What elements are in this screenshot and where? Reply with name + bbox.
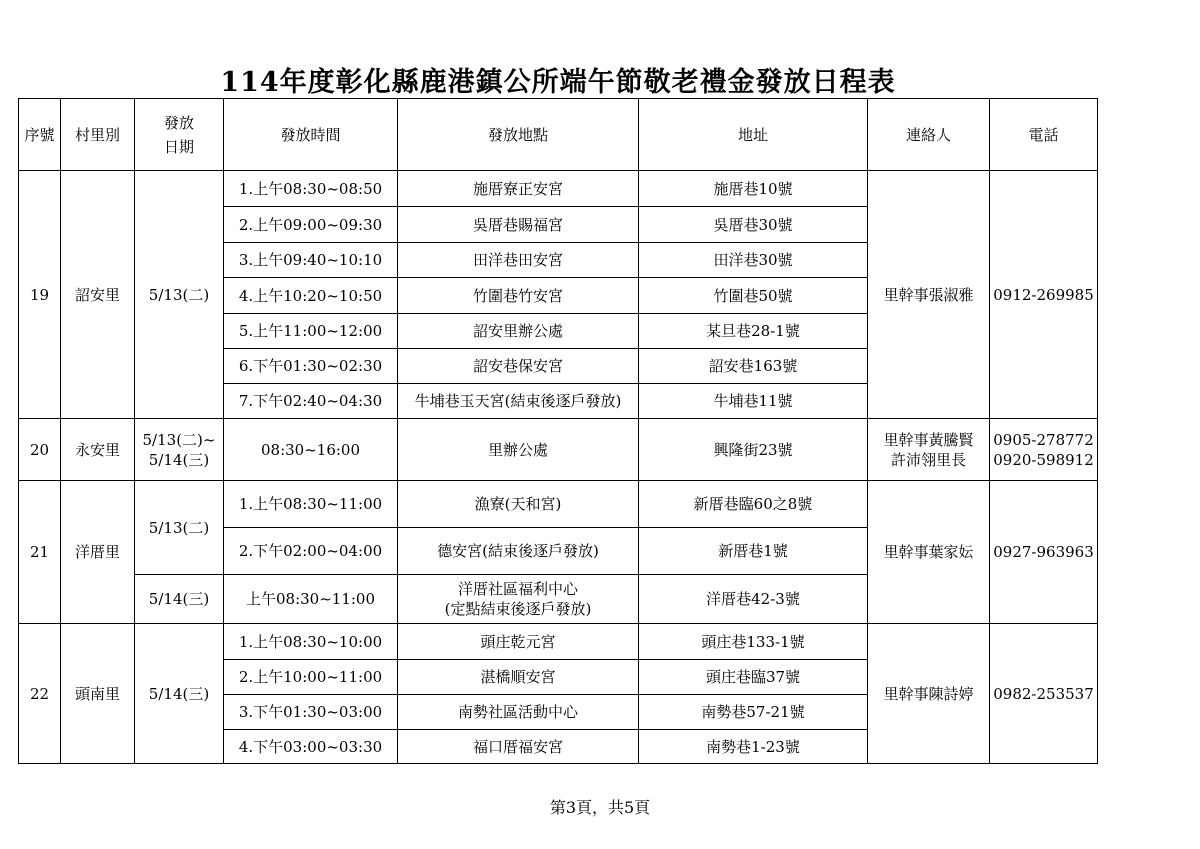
cell-date: 5/13(二)~ 5/14(三) [135,419,224,481]
document-title: 114年度彰化縣鹿港鎮公所端午節敬老禮金發放日程表 [220,67,896,98]
header-village: 村里別 [61,99,135,171]
cell-time: 7.下午02:40~04:30 [224,384,398,419]
cell-time: 1.上午08:30~08:50 [224,171,398,207]
cell-contact: 里幹事張淑雅 [868,171,990,419]
cell-place: 湛橋順安宮 [398,660,639,695]
page-footer: 第3頁，共5頁 [549,798,651,817]
cell-address: 頭庄巷133-1號 [639,624,868,660]
header-date: 發放 日期 [135,99,224,171]
cell-place: 里辦公處 [398,419,639,481]
cell-time: 2.上午10:00~11:00 [224,660,398,695]
cell-time: 4.下午03:00~03:30 [224,730,398,764]
cell-place: 福口厝福安宮 [398,730,639,764]
cell-address: 南勢巷57-21號 [639,695,868,730]
cell-place: 詔安巷保安宮 [398,349,639,384]
cell-time: 3.下午01:30~03:00 [224,695,398,730]
cell-place: 南勢社區活動中心 [398,695,639,730]
cell-no: 21 [19,481,61,624]
cell-time: 2.下午02:00~04:00 [224,528,398,575]
table-row [19,419,1098,481]
cell-no: 20 [19,419,61,481]
cell-no: 19 [19,171,61,419]
header-contact: 連絡人 [868,99,990,171]
cell-phone: 0912-269985 [990,171,1098,419]
cell-address: 牛埔巷11號 [639,384,868,419]
cell-place: 田洋巷田安宮 [398,243,639,278]
cell-village: 永安里 [61,419,135,481]
cell-contact: 里幹事黃騰賢 許沛翎里長 [868,419,990,481]
cell-time: 08:30~16:00 [224,419,398,481]
cell-village: 頭南里 [61,624,135,764]
header-place: 發放地點 [398,99,639,171]
cell-date: 5/13(二) [135,481,224,575]
cell-place: 吳厝巷賜福宮 [398,207,639,243]
header-phone: 電話 [990,99,1098,171]
cell-place: 施厝寮正安宮 [398,171,639,207]
cell-address: 竹圍巷50號 [639,278,868,314]
cell-phone: 0905-278772 0920-598912 [990,419,1098,481]
cell-time: 上午08:30~11:00 [224,575,398,624]
cell-place: 竹圍巷竹安宮 [398,278,639,314]
cell-address: 某旦巷28-1號 [639,314,868,349]
header-row [19,99,1098,171]
cell-time: 6.下午01:30~02:30 [224,349,398,384]
cell-phone: 0982-253537 [990,624,1098,764]
cell-address: 施厝巷10號 [639,171,868,207]
cell-time: 2.上午09:00~09:30 [224,207,398,243]
cell-date: 5/14(三) [135,624,224,764]
cell-time: 5.上午11:00~12:00 [224,314,398,349]
cell-place: 頭庄乾元宮 [398,624,639,660]
cell-no: 22 [19,624,61,764]
cell-time: 1.上午08:30~11:00 [224,481,398,528]
cell-address: 田洋巷30號 [639,243,868,278]
cell-address: 新厝巷1號 [639,528,868,575]
cell-village: 詔安里 [61,171,135,419]
cell-place: 德安宮(結束後逐戶發放) [398,528,639,575]
cell-place: 漁寮(天和宮) [398,481,639,528]
table-row [19,624,1098,660]
cell-contact: 里幹事葉家妘 [868,481,990,624]
cell-village: 洋厝里 [61,481,135,624]
cell-address: 吳厝巷30號 [639,207,868,243]
header-address: 地址 [639,99,868,171]
cell-address: 詔安巷163號 [639,349,868,384]
header-no: 序號 [19,99,61,171]
cell-date: 5/14(三) [135,575,224,624]
cell-address: 洋厝巷42-3號 [639,575,868,624]
cell-address: 頭庄巷臨37號 [639,660,868,695]
cell-time: 1.上午08:30~10:00 [224,624,398,660]
cell-place: 牛埔巷玉天宮(結束後逐戶發放) [398,384,639,419]
header-time: 發放時間 [224,99,398,171]
cell-place: 洋厝社區福利中心 (定點結束後逐戶發放) [398,575,639,624]
table-row [19,171,1098,207]
cell-time: 4.上午10:20~10:50 [224,278,398,314]
cell-date: 5/13(二) [135,171,224,419]
cell-time: 3.上午09:40~10:10 [224,243,398,278]
cell-address: 興隆街23號 [639,419,868,481]
table-row [19,481,1098,528]
cell-place: 詔安里辦公處 [398,314,639,349]
schedule-table [18,98,1098,764]
cell-phone: 0927-963963 [990,481,1098,624]
cell-address: 南勢巷1-23號 [639,730,868,764]
cell-contact: 里幹事陳詩婷 [868,624,990,764]
cell-address: 新厝巷臨60之8號 [639,481,868,528]
